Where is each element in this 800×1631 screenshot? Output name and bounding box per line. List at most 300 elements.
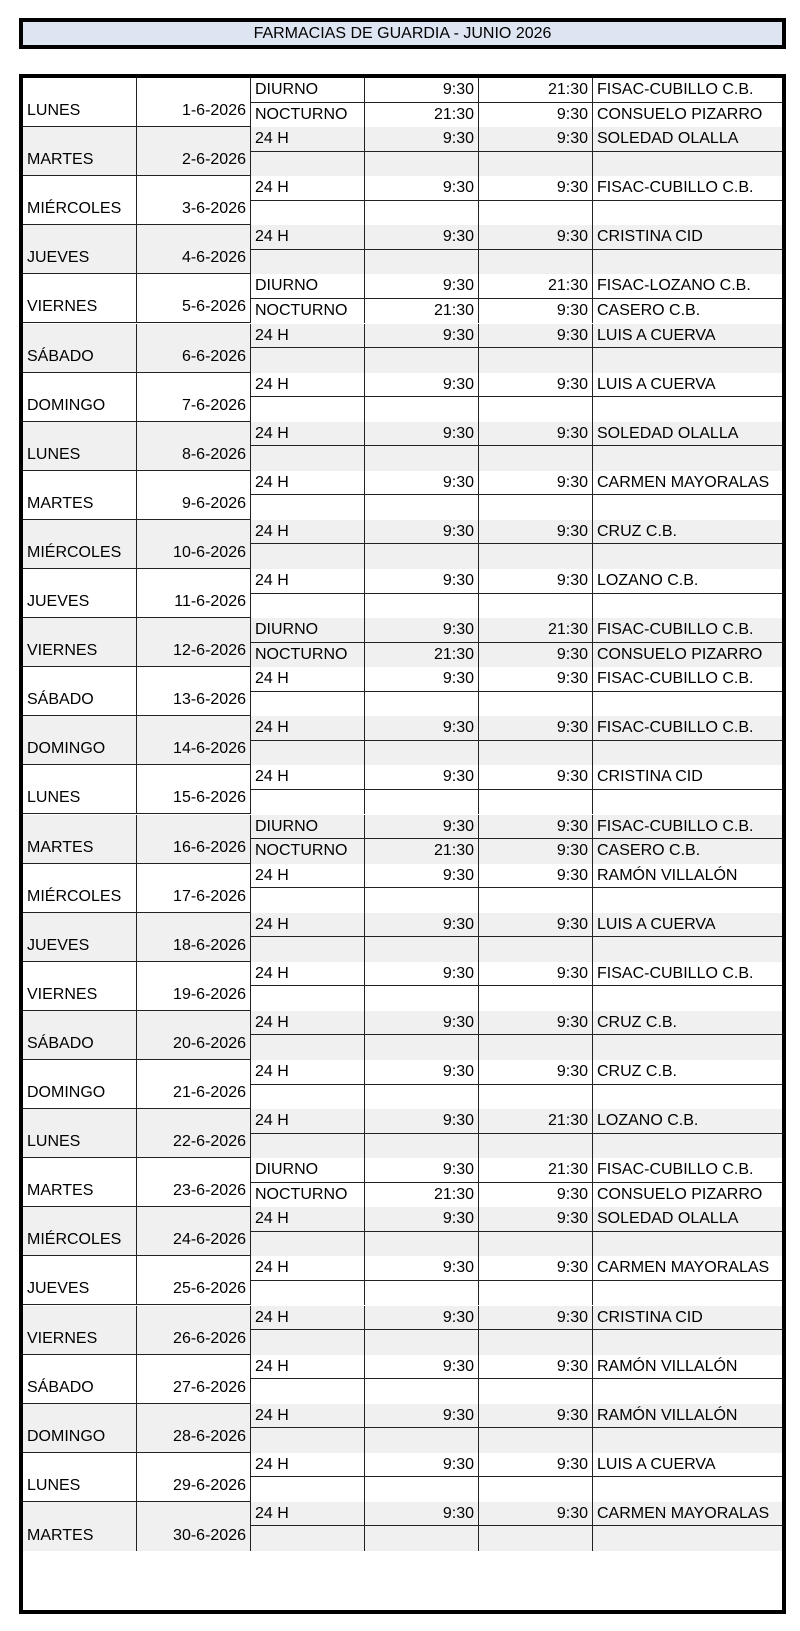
day-name: SÁBADO bbox=[27, 1378, 94, 1396]
pharmacy-name bbox=[593, 1379, 782, 1404]
start-time: 9:30 bbox=[365, 274, 479, 298]
date-cell bbox=[137, 1453, 251, 1501]
date: 8-6-2026 bbox=[181, 445, 246, 463]
pharmacy-name: FISAC-CUBILLO C.B. bbox=[597, 719, 754, 737]
shift-row bbox=[251, 348, 782, 373]
shift-type: 24 H bbox=[251, 716, 365, 740]
pharmacy-name bbox=[593, 937, 782, 962]
start-time: 9:30 bbox=[365, 127, 479, 151]
end-time: 9:30 bbox=[479, 962, 593, 986]
shift-type: 24 H bbox=[251, 1109, 365, 1133]
pharmacy-name bbox=[593, 1281, 782, 1306]
shift-row bbox=[251, 765, 782, 790]
shift-type: NOCTURNO bbox=[251, 839, 365, 864]
duty-schedule-table bbox=[19, 74, 786, 1614]
shift-row bbox=[251, 1330, 782, 1355]
pharmacy-name: LOZANO C.B. bbox=[597, 572, 699, 589]
date: 19-6-2026 bbox=[173, 985, 246, 1003]
start-time bbox=[365, 250, 479, 275]
day-name: MARTES bbox=[27, 838, 94, 856]
day-name-cell bbox=[23, 127, 137, 175]
pharmacy-name bbox=[593, 446, 782, 471]
end-time: 21:30 bbox=[479, 618, 593, 642]
end-time: 9:30 bbox=[479, 643, 593, 668]
start-time bbox=[365, 495, 479, 520]
shift-row bbox=[251, 986, 782, 1011]
start-time: 21:30 bbox=[365, 839, 479, 864]
start-time: 9:30 bbox=[365, 520, 479, 544]
shift-row bbox=[251, 1477, 782, 1502]
day-row bbox=[23, 815, 782, 864]
pharmacy-name bbox=[593, 1035, 782, 1060]
pharmacy-name: FISAC-CUBILLO C.B. bbox=[597, 621, 754, 639]
shift-type bbox=[251, 986, 365, 1011]
pharmacy-name: CRISTINA CID bbox=[597, 228, 703, 246]
date: 9-6-2026 bbox=[181, 494, 246, 512]
date-cell bbox=[137, 1109, 251, 1157]
day-row bbox=[23, 1060, 782, 1109]
shift-type bbox=[251, 937, 365, 962]
shift-type: 24 H bbox=[251, 176, 365, 200]
date: 11-6-2026 bbox=[174, 593, 246, 611]
start-time bbox=[365, 348, 479, 373]
start-time: 9:30 bbox=[365, 324, 479, 348]
day-row bbox=[23, 324, 782, 373]
date: 16-6-2026 bbox=[173, 838, 246, 856]
shift-row bbox=[251, 1256, 782, 1281]
shift-type bbox=[251, 1281, 365, 1306]
end-time: 9:30 bbox=[479, 422, 593, 446]
day-name-cell bbox=[23, 618, 137, 666]
day-name-cell bbox=[23, 324, 137, 372]
start-time: 9:30 bbox=[365, 962, 479, 986]
day-name: MARTES bbox=[27, 494, 94, 512]
date: 10-6-2026 bbox=[173, 543, 246, 561]
date-cell bbox=[137, 1011, 251, 1059]
day-name: LUNES bbox=[27, 1476, 81, 1494]
shift-row bbox=[251, 274, 782, 299]
end-time bbox=[479, 201, 593, 226]
shift-row bbox=[251, 1453, 782, 1478]
shift-type bbox=[251, 348, 365, 373]
shift-type: NOCTURNO bbox=[251, 643, 365, 668]
shift-row bbox=[251, 103, 782, 128]
date: 20-6-2026 bbox=[173, 1034, 246, 1052]
start-time: 9:30 bbox=[365, 176, 479, 200]
day-name-cell bbox=[23, 765, 137, 813]
pharmacy-name: FISAC-CUBILLO C.B. bbox=[597, 81, 754, 98]
start-time: 9:30 bbox=[365, 618, 479, 642]
shift-type: 24 H bbox=[251, 962, 365, 986]
start-time bbox=[365, 1232, 479, 1257]
end-time: 9:30 bbox=[479, 373, 593, 397]
shift-type: 24 H bbox=[251, 1453, 365, 1477]
page-title bbox=[19, 18, 786, 49]
pharmacy-name: CRISTINA CID bbox=[597, 1308, 703, 1326]
date-cell bbox=[137, 1502, 251, 1551]
pharmacy-name: CONSUELO PIZARRO bbox=[597, 645, 763, 663]
end-time bbox=[479, 1232, 593, 1257]
date-cell bbox=[137, 127, 251, 175]
day-name-cell bbox=[23, 373, 137, 421]
shift-row bbox=[251, 446, 782, 471]
pharmacy-name bbox=[593, 495, 782, 520]
pharmacy-name bbox=[593, 1232, 782, 1257]
shift-row bbox=[251, 397, 782, 422]
day-row bbox=[23, 127, 782, 176]
date-cell bbox=[137, 1207, 251, 1255]
day-name-cell bbox=[23, 569, 137, 617]
date: 28-6-2026 bbox=[173, 1427, 246, 1445]
pharmacy-name: CONSUELO PIZARRO bbox=[597, 1185, 763, 1203]
pharmacy-name: FISAC-CUBILLO C.B. bbox=[597, 179, 754, 197]
shift-row bbox=[251, 299, 782, 324]
shift-row bbox=[251, 78, 782, 103]
pharmacy-name: CARMEN MAYORALAS bbox=[597, 1259, 770, 1277]
end-time bbox=[479, 692, 593, 717]
shift-type: 24 H bbox=[251, 913, 365, 937]
shift-type: NOCTURNO bbox=[251, 103, 365, 128]
start-time bbox=[365, 1428, 479, 1453]
shift-row bbox=[251, 471, 782, 496]
date-cell bbox=[137, 274, 251, 322]
end-time: 9:30 bbox=[479, 765, 593, 789]
pharmacy-name bbox=[593, 790, 782, 815]
shift-row bbox=[251, 152, 782, 177]
day-name-cell bbox=[23, 471, 137, 519]
shift-type: DIURNO bbox=[251, 815, 365, 839]
end-time: 21:30 bbox=[479, 1109, 593, 1133]
day-row bbox=[23, 1158, 782, 1207]
pharmacy-name: FISAC-CUBILLO C.B. bbox=[597, 1161, 754, 1179]
start-time bbox=[365, 937, 479, 962]
pharmacy-name: CONSUELO PIZARRO bbox=[597, 105, 763, 123]
day-row bbox=[23, 1207, 782, 1256]
shift-row bbox=[251, 569, 782, 594]
shift-type: 24 H bbox=[251, 1355, 365, 1379]
day-name: JUEVES bbox=[27, 1280, 90, 1298]
start-time: 9:30 bbox=[365, 1109, 479, 1133]
day-name-cell bbox=[23, 913, 137, 961]
end-time bbox=[479, 741, 593, 766]
start-time: 9:30 bbox=[365, 569, 479, 593]
start-time bbox=[365, 888, 479, 913]
day-row bbox=[23, 765, 782, 814]
date: 29-6-2026 bbox=[173, 1476, 246, 1494]
start-time: 9:30 bbox=[365, 864, 479, 888]
end-time: 21:30 bbox=[479, 274, 593, 298]
shift-type bbox=[251, 397, 365, 422]
day-name-cell bbox=[23, 520, 137, 568]
end-time: 9:30 bbox=[479, 176, 593, 200]
shift-row bbox=[251, 937, 782, 962]
shift-row bbox=[251, 1134, 782, 1159]
shift-row bbox=[251, 1158, 782, 1183]
end-time: 9:30 bbox=[479, 471, 593, 495]
start-time bbox=[365, 986, 479, 1011]
start-time bbox=[365, 1035, 479, 1060]
shift-type: 24 H bbox=[251, 1207, 365, 1231]
start-time: 9:30 bbox=[365, 1060, 479, 1084]
end-time bbox=[479, 1477, 593, 1502]
shift-row bbox=[251, 815, 782, 840]
day-name: VIERNES bbox=[27, 985, 98, 1003]
shift-row bbox=[251, 839, 782, 864]
pharmacy-name bbox=[593, 348, 782, 373]
day-name: SÁBADO bbox=[27, 691, 94, 709]
date-cell bbox=[137, 913, 251, 961]
pharmacy-name: FISAC-CUBILLO C.B. bbox=[597, 964, 754, 982]
day-row bbox=[23, 422, 782, 471]
date-cell bbox=[137, 1256, 251, 1304]
end-time: 9:30 bbox=[479, 1256, 593, 1280]
pharmacy-name: LUIS A CUERVA bbox=[597, 326, 716, 344]
pharmacy-name: CRISTINA CID bbox=[597, 768, 703, 786]
end-time: 9:30 bbox=[479, 1502, 593, 1526]
shift-type: 24 H bbox=[251, 1060, 365, 1084]
start-time: 9:30 bbox=[365, 1502, 479, 1526]
date-cell bbox=[137, 1306, 251, 1354]
pharmacy-name bbox=[593, 1526, 782, 1551]
date: 7-6-2026 bbox=[181, 396, 246, 414]
shift-type: DIURNO bbox=[251, 274, 365, 298]
day-row bbox=[23, 1256, 782, 1305]
day-row bbox=[23, 225, 782, 274]
shift-row bbox=[251, 618, 782, 643]
start-time bbox=[365, 397, 479, 422]
end-time bbox=[479, 1379, 593, 1404]
day-row bbox=[23, 716, 782, 765]
pharmacy-name: FISAC-CUBILLO C.B. bbox=[597, 670, 754, 688]
shift-row bbox=[251, 790, 782, 815]
date: 24-6-2026 bbox=[173, 1231, 246, 1249]
pharmacy-name: LOZANO C.B. bbox=[597, 1112, 699, 1130]
shift-type: 24 H bbox=[251, 422, 365, 446]
shift-type bbox=[251, 692, 365, 717]
day-row bbox=[23, 1404, 782, 1453]
day-name: JUEVES bbox=[27, 936, 90, 954]
day-row bbox=[23, 274, 782, 323]
pharmacy-name: SOLEDAD OLALLA bbox=[597, 1210, 739, 1228]
pharmacy-name bbox=[593, 250, 782, 275]
shift-type bbox=[251, 1330, 365, 1355]
start-time: 9:30 bbox=[365, 422, 479, 446]
pharmacy-name: LUIS A CUERVA bbox=[597, 915, 716, 933]
pharmacy-name: LUIS A CUERVA bbox=[597, 375, 716, 393]
end-time: 21:30 bbox=[479, 1158, 593, 1182]
date: 27-6-2026 bbox=[173, 1378, 246, 1396]
end-time bbox=[479, 446, 593, 471]
start-time bbox=[365, 1330, 479, 1355]
shift-row bbox=[251, 250, 782, 275]
day-name: DOMINGO bbox=[27, 396, 106, 414]
end-time bbox=[479, 1330, 593, 1355]
date: 23-6-2026 bbox=[173, 1182, 246, 1200]
shift-row bbox=[251, 422, 782, 447]
end-time: 9:30 bbox=[479, 1183, 593, 1208]
pharmacy-name bbox=[593, 201, 782, 226]
day-name: DOMINGO bbox=[27, 1084, 106, 1102]
pharmacy-name: RAMÓN VILLALÓN bbox=[597, 1406, 738, 1424]
shift-row bbox=[251, 667, 782, 692]
date-cell bbox=[137, 667, 251, 715]
end-time: 9:30 bbox=[479, 1011, 593, 1035]
start-time bbox=[365, 594, 479, 619]
day-name: MARTES bbox=[27, 1526, 94, 1544]
date: 6-6-2026 bbox=[181, 347, 246, 365]
end-time bbox=[479, 152, 593, 177]
end-time: 9:30 bbox=[479, 127, 593, 151]
date: 12-6-2026 bbox=[173, 642, 246, 660]
pharmacy-name: LUIS A CUERVA bbox=[597, 1455, 716, 1473]
date-cell bbox=[137, 569, 251, 617]
shift-row bbox=[251, 716, 782, 741]
end-time: 9:30 bbox=[479, 815, 593, 839]
date-cell bbox=[137, 324, 251, 372]
end-time bbox=[479, 495, 593, 520]
start-time: 9:30 bbox=[365, 815, 479, 839]
end-time: 9:30 bbox=[479, 716, 593, 740]
day-row bbox=[23, 569, 782, 618]
date: 21-6-2026 bbox=[173, 1084, 246, 1102]
date-cell bbox=[137, 1404, 251, 1452]
start-time: 9:30 bbox=[365, 765, 479, 789]
start-time: 9:30 bbox=[365, 1404, 479, 1428]
shift-row bbox=[251, 324, 782, 349]
shift-row bbox=[251, 1355, 782, 1380]
day-name: DOMINGO bbox=[27, 740, 106, 758]
pharmacy-name bbox=[593, 1085, 782, 1110]
end-time: 9:30 bbox=[479, 839, 593, 864]
shift-row bbox=[251, 1379, 782, 1404]
start-time bbox=[365, 1526, 479, 1551]
pharmacy-name: CASERO C.B. bbox=[597, 301, 701, 319]
start-time bbox=[365, 790, 479, 815]
date: 3-6-2026 bbox=[181, 200, 246, 218]
date: 15-6-2026 bbox=[173, 789, 246, 807]
pharmacy-name bbox=[593, 397, 782, 422]
start-time: 9:30 bbox=[365, 1453, 479, 1477]
day-row bbox=[23, 373, 782, 422]
day-name: MIÉRCOLES bbox=[27, 200, 122, 218]
end-time bbox=[479, 348, 593, 373]
day-name-cell bbox=[23, 1060, 137, 1108]
date-cell bbox=[137, 1158, 251, 1206]
shift-type: 24 H bbox=[251, 471, 365, 495]
end-time bbox=[479, 397, 593, 422]
end-time: 9:30 bbox=[479, 520, 593, 544]
pharmacy-name: FISAC-LOZANO C.B. bbox=[597, 277, 751, 295]
end-time: 21:30 bbox=[479, 78, 593, 102]
day-name-cell bbox=[23, 78, 137, 126]
day-row bbox=[23, 618, 782, 667]
shift-row bbox=[251, 1232, 782, 1257]
end-time: 9:30 bbox=[479, 1404, 593, 1428]
shift-row bbox=[251, 225, 782, 250]
shift-type bbox=[251, 250, 365, 275]
shift-row bbox=[251, 1281, 782, 1306]
end-time bbox=[479, 1035, 593, 1060]
day-row bbox=[23, 1109, 782, 1158]
start-time: 21:30 bbox=[365, 103, 479, 128]
shift-type: 24 H bbox=[251, 373, 365, 397]
shift-type bbox=[251, 1134, 365, 1159]
start-time: 9:30 bbox=[365, 716, 479, 740]
end-time bbox=[479, 937, 593, 962]
shift-row bbox=[251, 1011, 782, 1036]
day-row bbox=[23, 864, 782, 913]
end-time: 9:30 bbox=[479, 1060, 593, 1084]
pharmacy-name bbox=[593, 1477, 782, 1502]
pharmacy-name: CRUZ C.B. bbox=[597, 522, 677, 540]
day-name-cell bbox=[23, 1355, 137, 1403]
shift-type: 24 H bbox=[251, 765, 365, 789]
day-name: LUNES bbox=[27, 445, 81, 463]
start-time bbox=[365, 446, 479, 471]
shift-type: 24 H bbox=[251, 1306, 365, 1330]
start-time bbox=[365, 1477, 479, 1502]
date-cell bbox=[137, 1060, 251, 1108]
shift-type: NOCTURNO bbox=[251, 1183, 365, 1208]
pharmacy-name bbox=[593, 986, 782, 1011]
day-name: VIERNES bbox=[27, 298, 98, 316]
day-name: MIÉRCOLES bbox=[27, 887, 122, 905]
start-time: 9:30 bbox=[365, 471, 479, 495]
date: 2-6-2026 bbox=[181, 151, 246, 169]
day-name-cell bbox=[23, 1453, 137, 1501]
shift-row bbox=[251, 495, 782, 520]
shift-row bbox=[251, 1526, 782, 1551]
day-name: LUNES bbox=[27, 789, 81, 807]
date-cell bbox=[137, 176, 251, 224]
shift-row bbox=[251, 1183, 782, 1208]
shift-type: 24 H bbox=[251, 324, 365, 348]
day-name-cell bbox=[23, 1011, 137, 1059]
shift-row bbox=[251, 962, 782, 987]
pharmacy-name bbox=[593, 692, 782, 717]
shift-row bbox=[251, 1404, 782, 1429]
end-time bbox=[479, 790, 593, 815]
start-time bbox=[365, 1085, 479, 1110]
pharmacy-name: CARMEN MAYORALAS bbox=[597, 1504, 770, 1522]
end-time: 9:30 bbox=[479, 299, 593, 324]
end-time bbox=[479, 544, 593, 569]
day-name-cell bbox=[23, 1404, 137, 1452]
start-time bbox=[365, 741, 479, 766]
start-time: 9:30 bbox=[365, 225, 479, 249]
shift-row bbox=[251, 888, 782, 913]
pharmacy-name: CARMEN MAYORALAS bbox=[597, 473, 770, 491]
date-cell bbox=[137, 618, 251, 666]
end-time bbox=[479, 1134, 593, 1159]
shift-row bbox=[251, 1306, 782, 1331]
date-cell bbox=[137, 422, 251, 470]
start-time: 9:30 bbox=[365, 373, 479, 397]
shift-row bbox=[251, 544, 782, 569]
date: 26-6-2026 bbox=[173, 1329, 246, 1347]
day-name-cell bbox=[23, 716, 137, 764]
date-cell bbox=[137, 471, 251, 519]
end-time bbox=[479, 1085, 593, 1110]
start-time bbox=[365, 1281, 479, 1306]
day-name-cell bbox=[23, 962, 137, 1010]
day-name: VIERNES bbox=[27, 642, 98, 660]
shift-row bbox=[251, 373, 782, 398]
start-time: 21:30 bbox=[365, 299, 479, 324]
shift-type bbox=[251, 446, 365, 471]
day-name: SÁBADO bbox=[27, 1034, 94, 1052]
shift-row bbox=[251, 1428, 782, 1453]
